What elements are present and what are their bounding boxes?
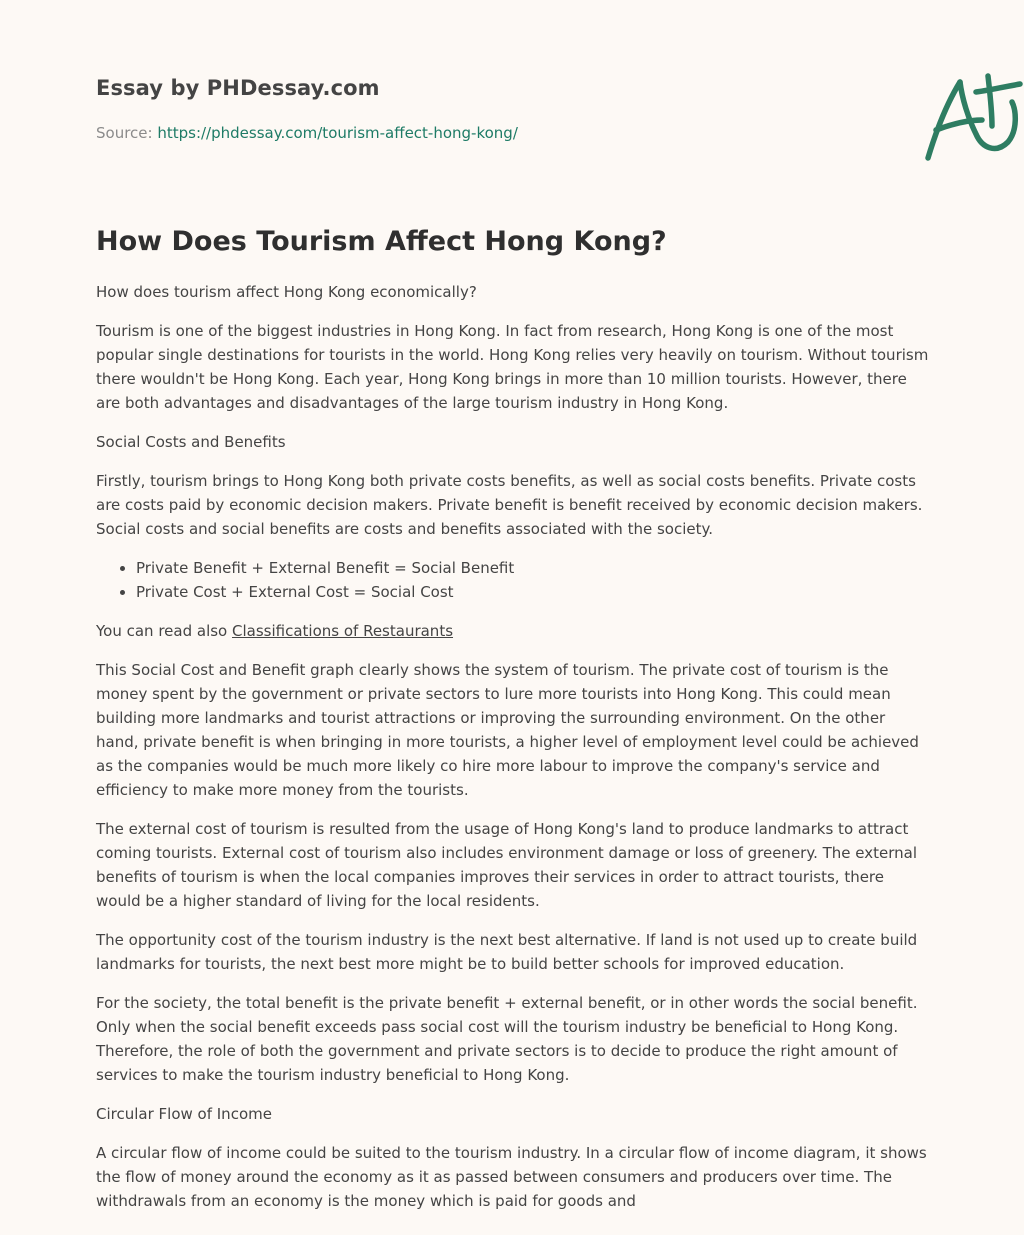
a-plus-logo-icon	[916, 68, 1024, 164]
paragraph: Tourism is one of the biggest industries in Hong Kong. In fact from research, Hong Kong is one of the most popular single destinations for tourists in the world. Hong Kong relies very heavily on tourism. Without tourism there wouldn't be Hong Kong. Each year, Hong Kong brings in more than 10 million tourists. However, there are both advantages and disadvantages of the large tourism industry in Hong Kong.	[96, 322, 929, 412]
bullet-list	[96, 556, 932, 604]
paragraph: This Social Cost and Benefit graph clearly shows the system of tourism. The private cost of tourism is the money spent by the government or private sectors to lure more tourists into Hong Kong. This could mean building more landmarks and tourist attractions or improving the surrounding environment. On the other hand, private benefit is when bringing in more tourists, a higher level of employment level could be achieved as the companies would be much more likely co hire more labour to improve the company's service and efficiency to make more money from the tourists.	[96, 661, 919, 799]
source-label: Source:	[96, 124, 158, 142]
article-body	[96, 280, 932, 1228]
paragraph: The opportunity cost of the tourism industry is the next best alternative. If land is not used up to create build landmarks for tourists, the next best more might be to build better schools for improved education.	[96, 931, 918, 973]
paragraph: Firstly, tourism brings to Hong Kong both private costs benefits, as well as social costs benefits. Private costs are costs paid by economic decision makers. Private benefit is benefit received by economic decision makers. Social costs and social benefits are costs and benefits associated with the society.	[96, 472, 923, 538]
section-heading: Circular Flow of Income	[96, 1105, 272, 1123]
section-heading: Social Costs and Benefits	[96, 433, 286, 451]
article-title: How Does Tourism Affect Hong Kong?	[96, 226, 667, 257]
list-item: • Private Benefit + External Benefit = Social Benefit	[136, 556, 932, 580]
paragraph: For the society, the total benefit is the private benefit + external benefit, or in other words the social benefit. Only when the social benefit exceeds pass social cost will the tourism industry be beneficial to Hong Kong. Therefore, the role of both the government and private sectors is to decide to produce the right amount of services to make the tourism industry beneficial to Hong Kong.	[96, 994, 918, 1084]
site-brand: Essay by PHDessay.com	[96, 76, 380, 100]
list-item: • Private Cost + External Cost = Social Cost	[136, 580, 932, 604]
related-essay-link[interactable]: Classifications of Restaurants	[232, 622, 454, 640]
paragraph: How does tourism affect Hong Kong economically?	[96, 283, 477, 301]
read-also-line	[96, 619, 932, 643]
source-link[interactable]: https://phdessay.com/tourism-affect-hong-kong/	[157, 124, 518, 142]
paragraph: The external cost of tourism is resulted from the usage of Hong Kong's land to produce landmarks to attract coming tourists. External cost of tourism also includes environment damage or loss of greenery. The external benefits of tourism is when the local companies improves their services in order to attract tourists, there would be a higher standard of living for the local residents.	[96, 820, 918, 910]
read-also-label: You can read also	[96, 622, 233, 640]
source-line	[96, 124, 518, 142]
paragraph: A circular flow of income could be suited to the tourism industry. In a circular flow of income diagram, it shows the flow of money around the economy as it as passed between consumers and producers over time. The withdrawals from an economy is the money which is paid for goods and	[96, 1144, 927, 1210]
